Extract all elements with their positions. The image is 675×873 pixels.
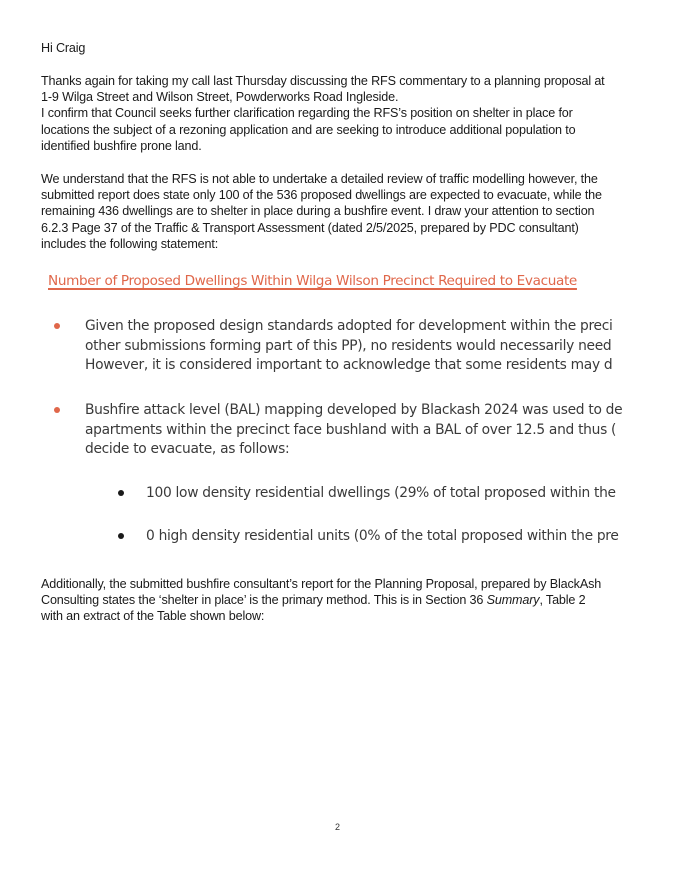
text-line: submitted report does state only 100 of the 536 proposed dwellings are expected to evacuate, while the (41, 188, 602, 203)
text-line: with an extract of the Table shown below: (41, 609, 265, 624)
bullet-dot-icon (118, 533, 124, 539)
paragraph-traffic (41, 171, 641, 252)
bullet-dot-icon (118, 490, 124, 496)
text-segment: Consulting states the ‘shelter in place’ is the primary method. This is in Section 36 (41, 593, 487, 608)
sub-bullet-text: 100 low density residential dwellings (29% of total proposed within the (146, 485, 616, 501)
text-line (41, 592, 641, 608)
text-line: Additionally, the submitted bushfire consultant’s report for the Planning Proposal, prepared by BlackAsh (41, 577, 602, 591)
greeting (41, 40, 641, 56)
text-line: remaining 436 dwellings are to shelter in place during a bushfire event. I draw your attention to section (41, 204, 595, 219)
paragraph-intro (41, 73, 641, 154)
sub-bullet-text: 0 high density residential units (0% of the total proposed within the pre (146, 528, 619, 544)
paragraph-bushfire-report (41, 576, 641, 625)
text-line: identified bushfire prone land. (41, 138, 202, 153)
text-line: However, it is considered important to acknowledge that some residents may d (85, 357, 613, 373)
text-line: I confirm that Council seeks further clarification regarding the RFS’s position on shelter in place for (41, 106, 573, 121)
text-line: decide to evacuate, as follows: (85, 441, 290, 457)
text-line: Given the proposed design standards adopted for development within the preci (85, 318, 613, 334)
page-number: 2 (334, 822, 340, 832)
italic-summary: Summary (486, 593, 540, 608)
embedded-report-extract (34, 262, 635, 562)
text-line: 1-9 Wilga Street and Wilson Street, Powderworks Road Ingleside. (41, 90, 399, 105)
text-line: locations the subject of a rezoning application and are seeking to introduce additional population to (41, 122, 576, 137)
text-line: 6.2.3 Page 37 of the Traffic & Transport Assessment (dated 2/5/2025, prepared by PDC consultant) (41, 220, 579, 235)
text-line: We understand that the RFS is not able to undertake a detailed review of traffic modelling however, the (41, 172, 598, 186)
text-line: Thanks again for taking my call last Thursday discussing the RFS commentary to a planning proposal at (41, 74, 605, 88)
text-line: apartments within the precinct face bushland with a BAL of over 12.5 and thus ( (85, 421, 617, 438)
bullet-dot-icon (54, 323, 60, 329)
text-segment: , Table 2 (539, 593, 586, 608)
extract-heading: Number of Proposed Dwellings Within Wilga Wilson Precinct Required to Evacuate (48, 273, 577, 289)
text-line: Bushfire attack level (BAL) mapping developed by Blackash 2024 was used to de (85, 402, 623, 418)
text-line: other submissions forming part of this PP), no residents would necessarily need (85, 337, 612, 354)
greeting-text: Hi Craig (41, 41, 86, 55)
text-line: includes the following statement: (41, 236, 219, 251)
bullet-text (85, 317, 613, 376)
bullet-dot-icon (54, 407, 60, 413)
bullet-text (85, 401, 622, 460)
